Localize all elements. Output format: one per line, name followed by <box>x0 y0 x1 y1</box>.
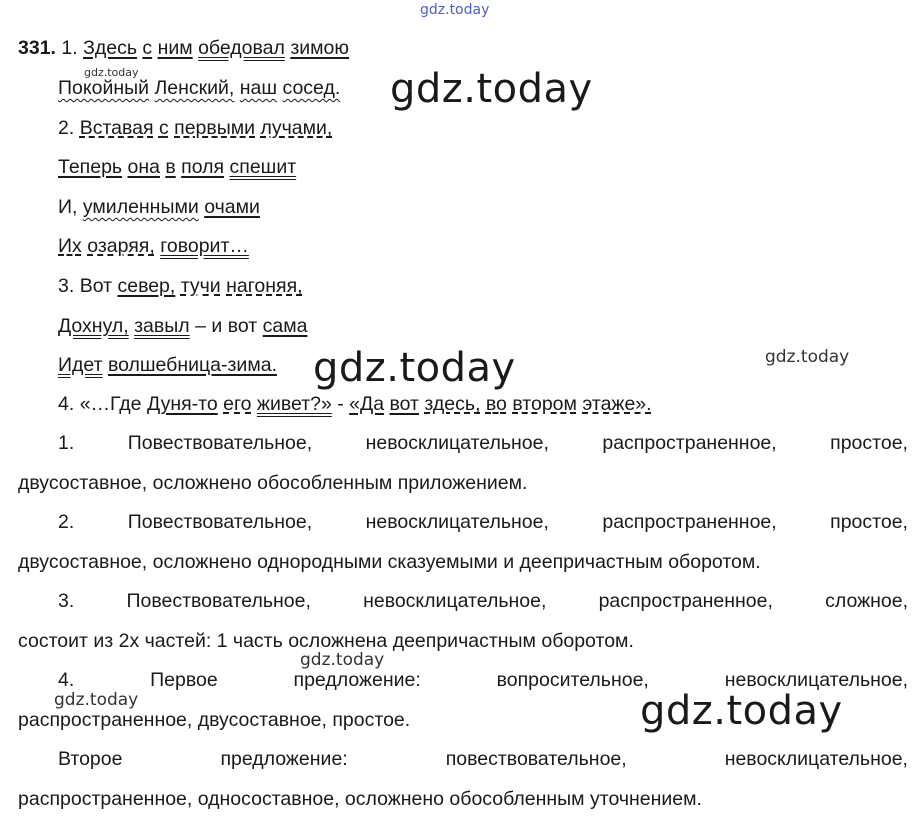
analysis-line: двусоставное, осложнено обособленным приложением. <box>18 472 528 494</box>
word: завыл <box>134 315 190 337</box>
analysis-line <box>18 510 908 534</box>
word: тучи <box>180 275 221 297</box>
word: здесь, <box>424 393 481 415</box>
word: сложное, <box>825 590 908 612</box>
word: – <box>195 315 206 337</box>
word: повествовательное, <box>445 748 627 770</box>
item-number: 3. <box>58 590 75 612</box>
word: Второе <box>58 748 123 770</box>
word: Повествовательное, <box>127 511 313 533</box>
word: Вставая <box>79 117 154 139</box>
word: Покойный <box>58 77 150 99</box>
word: Дохнул, <box>58 315 129 337</box>
word: и <box>211 315 223 337</box>
poem-line <box>58 274 303 298</box>
watermark: gdz.today <box>640 688 843 734</box>
analysis-line: распространенное, односоставное, осложнено обособленным уточнением. <box>18 788 702 810</box>
word: нагоняя, <box>226 275 303 297</box>
watermark: gdz.today <box>420 2 490 18</box>
word: озаряя, <box>87 235 155 257</box>
word: Дуня-то <box>146 393 218 415</box>
word: Первое <box>150 669 218 691</box>
word: невосклицательное, <box>363 590 547 612</box>
watermark: gdz.today <box>300 650 385 670</box>
word: волшебница-зима. <box>107 354 277 376</box>
word: север, <box>117 275 176 297</box>
word: невосклицательное, <box>365 432 549 454</box>
poem-line <box>58 234 249 258</box>
word: невосклицательное, <box>724 748 908 770</box>
word: она <box>127 156 160 178</box>
word: «Да <box>349 393 385 415</box>
word: распространенное, <box>602 432 777 454</box>
word: в <box>165 156 176 178</box>
item-number: 4. <box>58 393 75 415</box>
word: с <box>142 37 153 59</box>
word: - <box>337 393 344 415</box>
word: зимою <box>290 37 350 59</box>
word: очами <box>204 196 260 218</box>
word: умиленными <box>82 196 199 218</box>
word: поля <box>181 156 225 178</box>
word: распространенное, <box>602 511 777 533</box>
word: невосклицательное, <box>365 511 549 533</box>
poem-line <box>58 195 260 219</box>
word: с <box>158 117 169 139</box>
analysis-line <box>18 668 908 692</box>
item-number: 1. <box>58 432 75 454</box>
watermark: gdz.today <box>84 66 139 79</box>
word: простое, <box>830 511 908 533</box>
word: Их <box>58 235 82 257</box>
word: И, <box>58 196 78 218</box>
word: распространенное, <box>598 590 773 612</box>
word: этаже». <box>582 393 652 415</box>
analysis-line <box>18 589 908 613</box>
item-number: 4. <box>58 669 75 691</box>
exercise-number: 331. <box>18 37 56 59</box>
poem-line <box>58 76 340 100</box>
word: предложение: <box>293 669 421 691</box>
poem-line <box>18 36 349 60</box>
analysis-line: состоит из 2х частей: 1 часть осложнена деепричастным оборотом. <box>18 630 634 652</box>
word: его <box>223 393 252 415</box>
poem-line <box>58 353 277 377</box>
word: наш <box>239 77 278 99</box>
word: обедовал <box>198 37 285 59</box>
analysis-line <box>18 431 908 455</box>
word: невосклицательное, <box>724 669 908 691</box>
item-number: 2. <box>58 511 75 533</box>
word: Повествовательное, <box>126 590 311 612</box>
word: предложение: <box>220 748 348 770</box>
word: Ленский, <box>154 77 235 99</box>
word: сама <box>262 315 308 337</box>
watermark: gdz.today <box>765 347 850 367</box>
poem-line <box>58 155 296 179</box>
word: сосед. <box>282 77 341 99</box>
item-number: 3. <box>58 275 75 297</box>
word: Идет <box>58 354 103 376</box>
word: лучами, <box>260 117 333 139</box>
analysis-line <box>18 747 908 771</box>
item-number: 1. <box>61 37 78 59</box>
word: говорит… <box>160 235 249 257</box>
word: втором <box>512 393 577 415</box>
word: вот <box>227 315 258 337</box>
poem-line <box>58 392 652 416</box>
word: живет?» <box>256 393 332 415</box>
word: простое, <box>830 432 908 454</box>
word: вопросительное, <box>496 669 649 691</box>
analysis-line: двусоставное, осложнено однородными сказуемыми и деепричастным оборотом. <box>18 551 761 573</box>
word: спешит <box>229 156 297 178</box>
word: ним <box>157 37 193 59</box>
word: Повествовательное, <box>127 432 313 454</box>
word: Здесь <box>83 37 137 59</box>
word: во <box>485 393 507 415</box>
word: вот <box>389 393 419 415</box>
word: «…Где <box>79 393 142 415</box>
watermark: gdz.today <box>313 345 516 391</box>
analysis-line: распространенное, двусоставное, простое. <box>18 709 411 731</box>
word: первыми <box>174 117 256 139</box>
word: Теперь <box>58 156 123 178</box>
watermark: gdz.today <box>390 66 593 112</box>
item-number: 2. <box>58 117 75 139</box>
poem-line <box>58 314 307 338</box>
watermark: gdz.today <box>54 690 139 710</box>
poem-line <box>58 116 332 140</box>
word: Вот <box>79 275 113 297</box>
